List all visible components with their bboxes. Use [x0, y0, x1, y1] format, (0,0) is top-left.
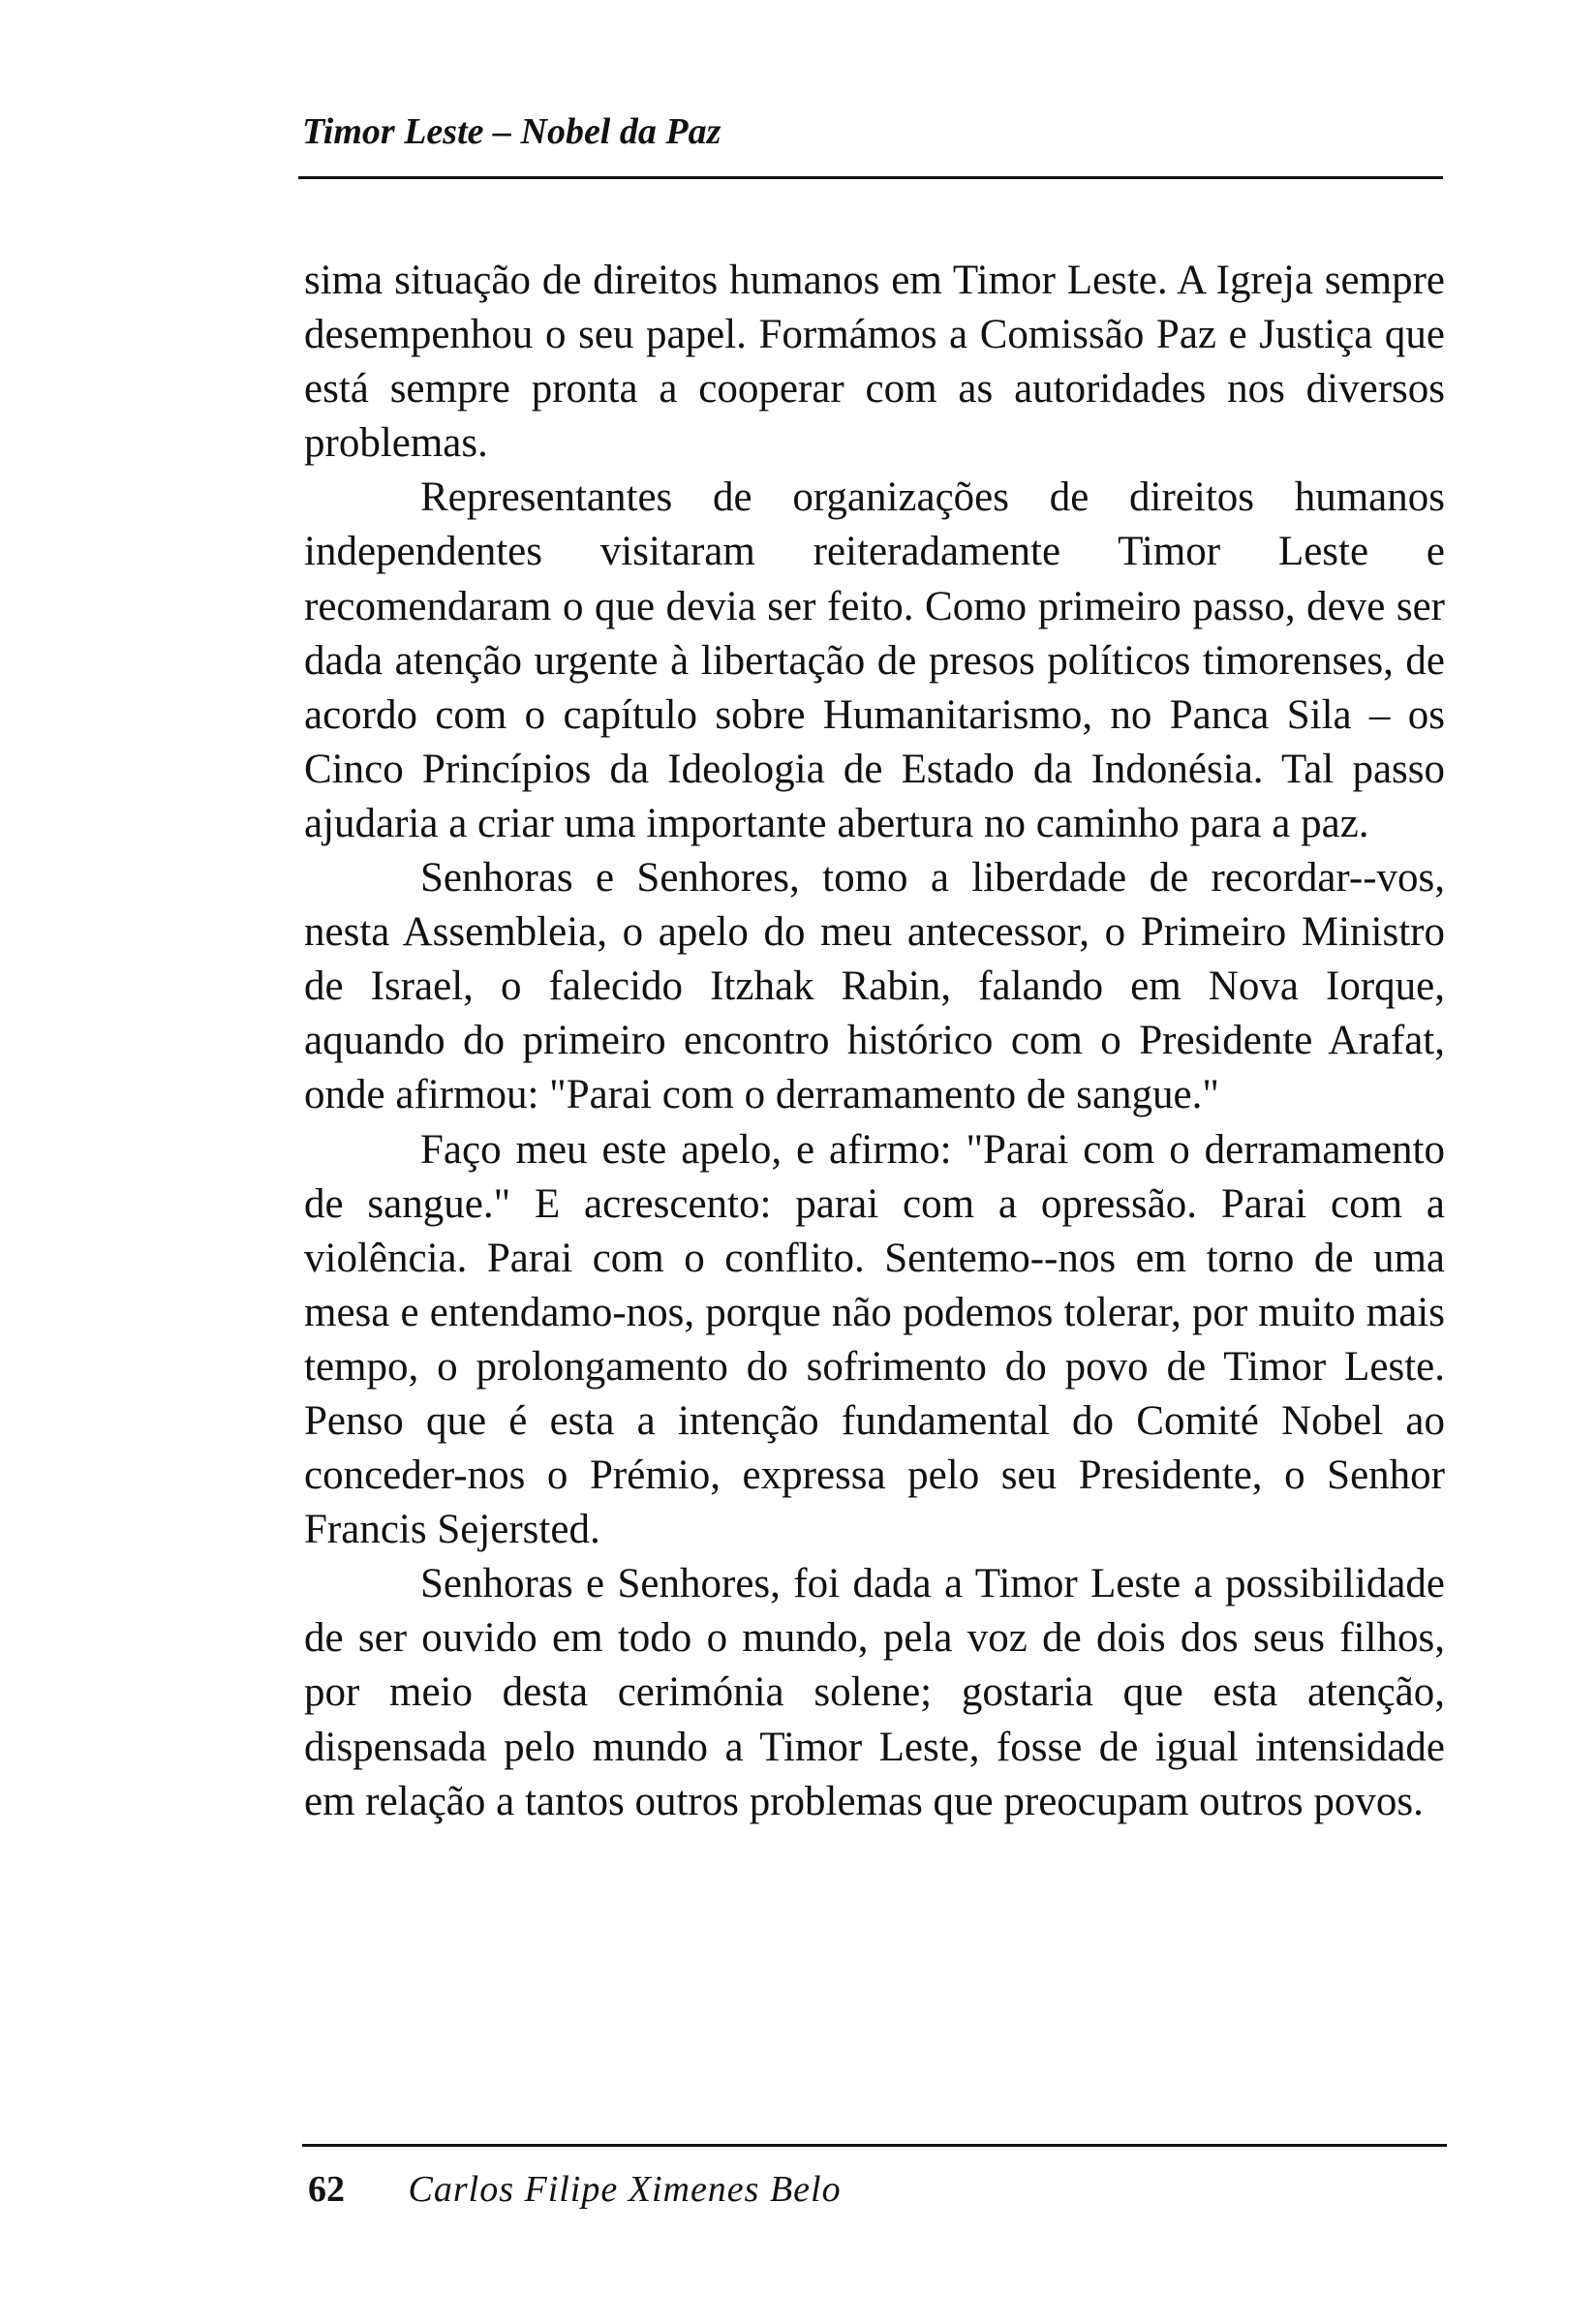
paragraph-2: Representantes de organizações de direitos humanos independentes visitaram reiteradamente Timor Leste e recomendaram o que devia ser feito. Como primeiro passo, deve ser dada atenção urgente à libertação de presos políticos timorenses, de acordo com o capítulo sobre Humanitarismo, no Panca Sila – os Cinco Princípios da Ideologia de Estado da Indonésia. Tal passo ajudaria a criar uma importante abertura no caminho para a paz.	[304, 474, 1445, 846]
page-number: 62	[308, 2169, 345, 2210]
running-header-title: Timor Leste – Nobel da Paz	[302, 111, 721, 152]
paragraph-4: Faço meu este apelo, e afirmo: "Parai com o derramamento de sangue." E acrescento: parai com a opressão. Parai com a violência. Parai com o conflito. Sentemo--nos em torno de uma mesa e entendamo-nos, porque não podemos tolerar, por muito mais tempo, o prolongamento do sofrimento do povo de Timor Leste. Penso que é esta a intenção fundamental do Comité Nobel ao conceder-nos o Prémio, expressa pelo seu Presidente, o Senhor Francis Sejersted.	[304, 1126, 1445, 1553]
header-divider	[298, 176, 1443, 179]
body-text	[304, 254, 1445, 1829]
author-name: Carlos Filipe Ximenes Belo	[408, 2169, 842, 2210]
paragraph-3: Senhoras e Senhores, tomo a liberdade de recordar--vos, nesta Assembleia, o apelo do meu antecessor, o Primeiro Ministro de Israel, o falecido Itzhak Rabin, falando em Nova Iorque, aquando do primeiro encontro histórico com o Presidente Arafat, onde afirmou: "Parai com o derramamento de sangue."	[304, 855, 1445, 1118]
paragraph-1: sima situação de direitos humanos em Timor Leste. A Igreja sempre desempenhou o seu papel. Formámos a Comissão Paz e Justiça que está sempre pronta a cooperar com as autoridades nos diversos problemas.	[304, 258, 1445, 467]
paragraph-5: Senhoras e Senhores, foi dada a Timor Leste a possibilidade de ser ouvido em todo o mundo, pela voz de dois dos seus filhos, por meio desta cerimónia solene; gostaria que esta atenção, dispensada pelo mundo a Timor Leste, fosse de igual intensidade em relação a tantos outros problemas que preocupam outros povos.	[304, 1561, 1445, 1824]
footer-divider	[302, 2144, 1447, 2147]
page-footer	[308, 2165, 842, 2214]
